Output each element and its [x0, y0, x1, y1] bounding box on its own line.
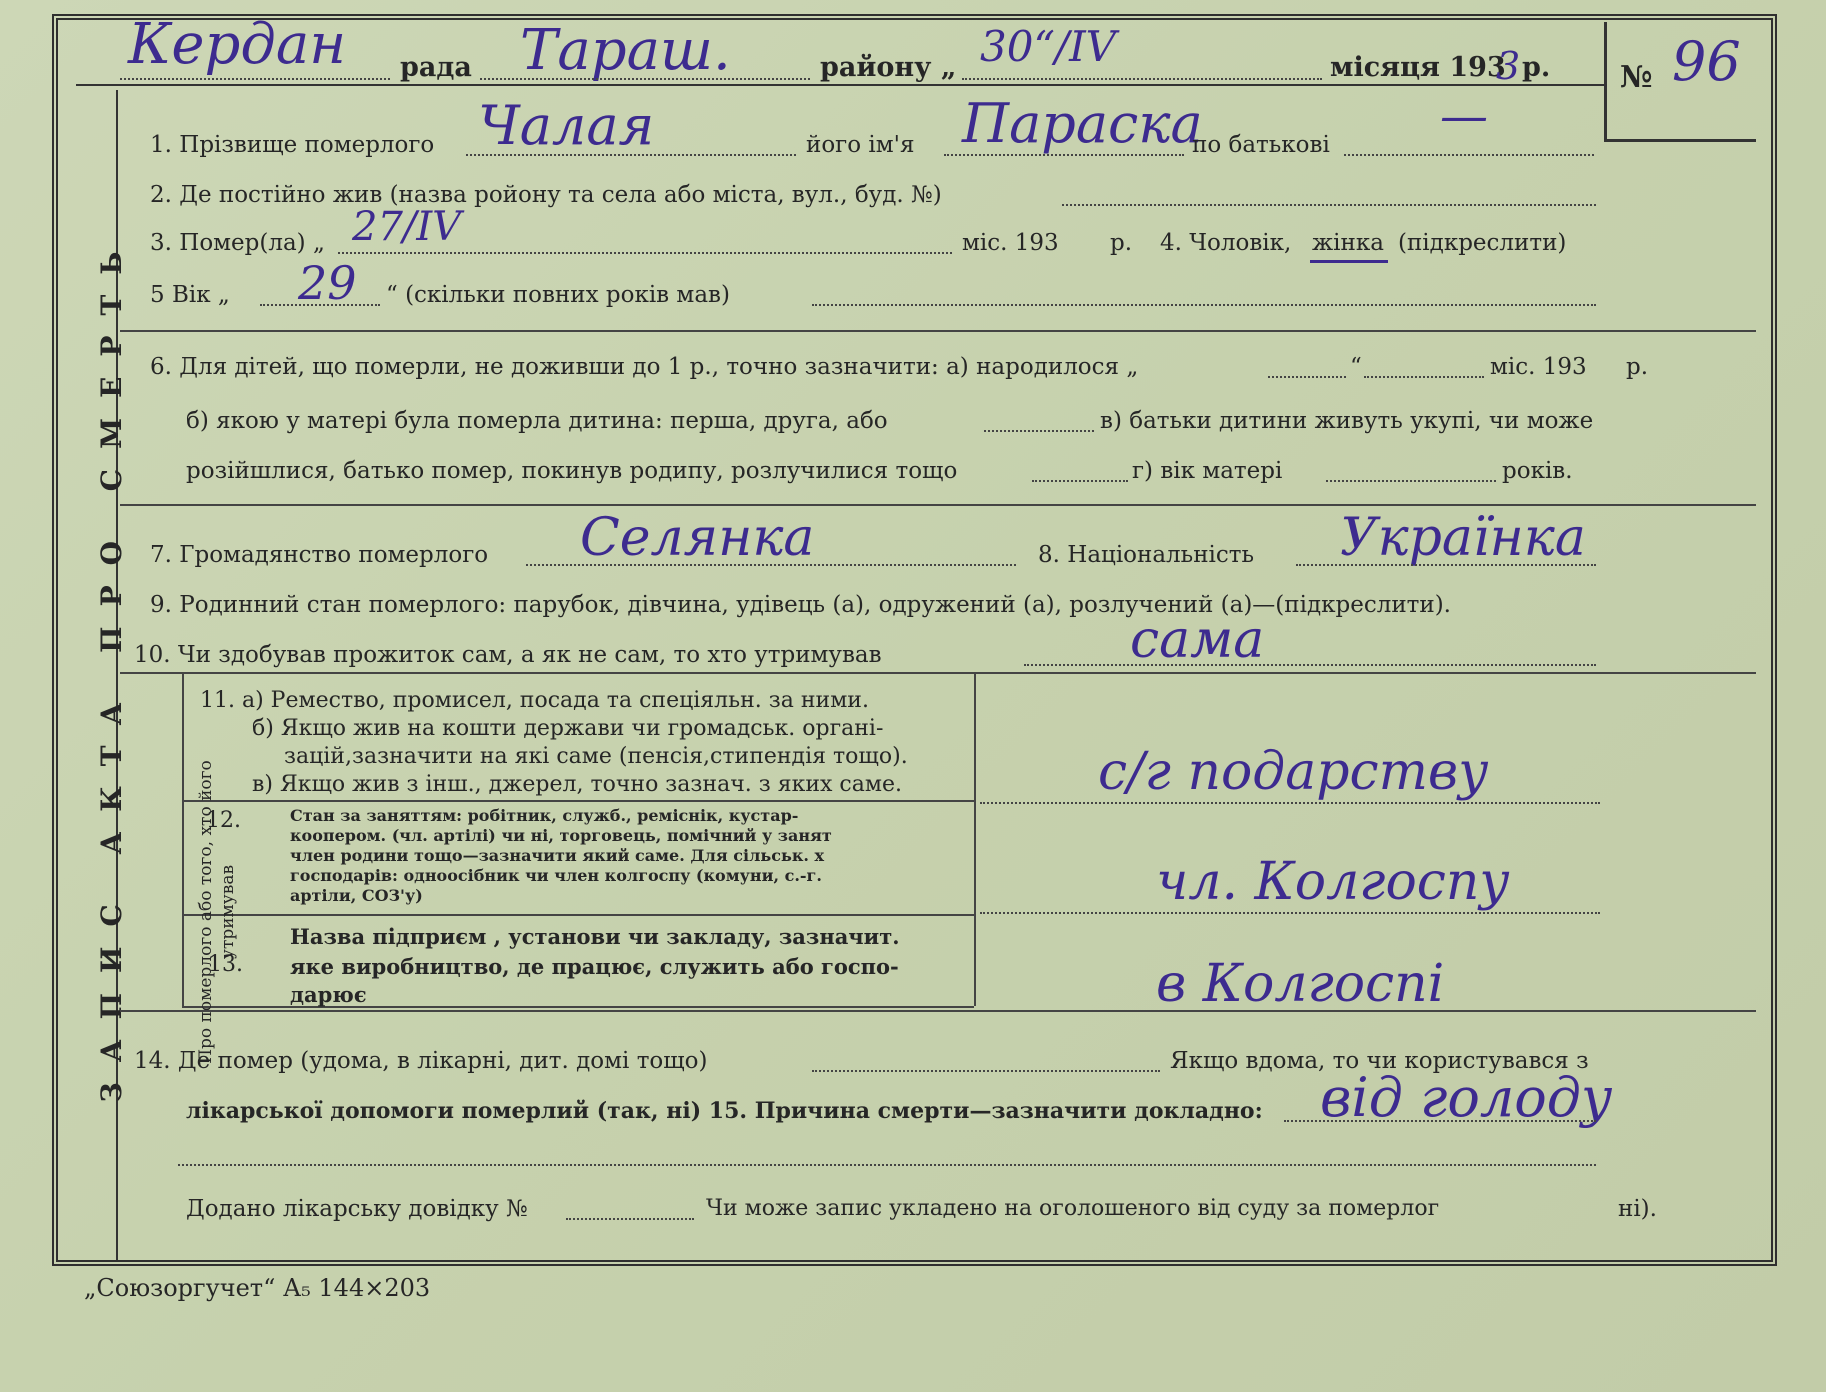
number-hw: 96 — [1672, 30, 1741, 93]
field-11a: 11. а) Ремество, промисел, посада та спеціяльн. за ними. — [200, 688, 869, 713]
f6-parents-line — [1032, 480, 1128, 482]
field-12-line3: член родини тощо—зазначити який саме. Для сільськ. х — [290, 846, 825, 865]
field-3-year: р. — [1110, 230, 1133, 256]
cause-line-1 — [1284, 1120, 1596, 1122]
rada-label: рада — [400, 52, 472, 83]
date-hw: 30“/IV — [980, 22, 1116, 71]
cause-hw: від голоду — [1320, 1066, 1613, 1129]
surname-line — [466, 154, 796, 156]
rule-after-5 — [120, 330, 1756, 332]
name-line — [944, 154, 1184, 156]
occupation-line-1 — [980, 802, 1600, 804]
date-line — [962, 78, 1322, 80]
field-6-line1-d: р. — [1626, 354, 1649, 380]
field-11b2: зацій,зазначити на які саме (пенсія,стипендія тощо). — [284, 744, 908, 769]
surname-hw: Чалая — [478, 94, 655, 157]
field-6-line1: 6. Для дітей, що померли, не доживши до 1 р., точно зазначити: а) народилося „ — [150, 354, 1139, 380]
field-13-line3: дарює — [290, 982, 367, 1007]
patronymic-label: по батькові — [1192, 132, 1330, 158]
field-4-label: 4. Чоловік, — [1160, 230, 1292, 256]
field-8-label: 8. Національність — [1038, 542, 1255, 568]
f6-order-line — [984, 430, 1094, 432]
field-6-line1-b: “ — [1350, 354, 1362, 380]
attach-label: Додано лікарську довідку № — [186, 1196, 528, 1222]
field-5-label: 5 Вік „ — [150, 282, 230, 308]
f6-birth-month-line — [1364, 376, 1484, 378]
block-right-divider — [974, 674, 976, 1006]
year-suffix: р. — [1522, 52, 1551, 83]
patronymic-hw: — — [1440, 88, 1488, 144]
field-15-line: лікарської допомоги померлий (так, ні) 15. Причина смерти—зазначити докладно: — [186, 1098, 1263, 1124]
rule-12-13 — [182, 914, 974, 916]
death-date-line — [338, 252, 952, 254]
field-6-line1-c: міс. 193 — [1490, 354, 1587, 380]
citizenship-hw: Селянка — [580, 508, 815, 568]
rada-line — [480, 78, 810, 80]
printer-footer: „Союзоргучет“ А₅ 144×203 — [84, 1274, 431, 1302]
age-line — [260, 304, 380, 306]
rule-11-12 — [182, 800, 974, 802]
support-line — [1024, 664, 1596, 666]
field-14-label: 14. Де помер (удома, в лікарні, дит. домі тощо) — [134, 1048, 708, 1074]
name-label: його ім'я — [806, 132, 915, 158]
month-label: місяця 193 — [1330, 52, 1506, 83]
rada-name-hw: Тараш. — [520, 18, 731, 83]
citizenship-line — [526, 564, 1016, 566]
name-hw: Параска — [962, 92, 1203, 155]
village-name-hw: Кердан — [128, 12, 347, 77]
occupation-hw-1: с/г подарству — [1098, 742, 1489, 802]
nationality-hw: Українка — [1340, 508, 1586, 568]
field-6-line2-b: в) батьки дитини живуть укупі, чи може — [1100, 408, 1594, 434]
field-12-num: 12. — [206, 808, 241, 833]
side-column — [52, 90, 128, 1260]
field-6-line3: розійшлися, батько помер, покинув родипу, розлучилися тощо — [186, 458, 958, 484]
age-tail-line — [812, 304, 1596, 306]
district-label: району „ — [820, 52, 957, 83]
field-6-line3-b: г) вік матері — [1132, 458, 1283, 484]
court-tail: ні). — [1618, 1196, 1657, 1222]
mother-age-line — [1326, 480, 1496, 482]
village-line — [120, 78, 390, 80]
death-place-line — [812, 1070, 1160, 1072]
nationality-line — [1296, 564, 1596, 566]
occupation-hw-3: в Колгоспі — [1156, 954, 1445, 1014]
cause-line-2 — [178, 1164, 1596, 1166]
field-10-label: 10. Чи здобував прожиток сам, а як не сам, то хто утримував — [134, 642, 882, 668]
field-12-line5: артіли, СОЗ'у) — [290, 886, 423, 905]
field-2-label: 2. Де постійно жив (назва ройону та села або міста, вул., буд. №) — [150, 182, 942, 208]
field-12-line2: коопером. (чл. артілі) чи ні, торговець, помічний у занят — [290, 826, 832, 845]
f6-birth-day-line — [1268, 376, 1346, 378]
field-4-female: жінка — [1312, 230, 1384, 256]
header-rule — [76, 84, 1606, 86]
field-11b1: б) Якщо жив на кошти держави чи громадськ. органі- — [252, 716, 884, 741]
patronymic-line — [1344, 154, 1594, 156]
field-7-label: 7. Громадянство померлого — [150, 542, 489, 568]
year-hw: 3 — [1496, 44, 1521, 88]
occupation-hw-2: чл. Колгоспу — [1156, 852, 1510, 912]
field-13-line1: Назва підприєм , установи чи закладу, зазначит. — [290, 924, 900, 949]
field-1-label: 1. Прізвище померлого — [150, 132, 435, 158]
rule-after-10 — [120, 672, 1756, 674]
court-label: Чи може запис укладено на оголошеного від суду за померлог — [706, 1196, 1440, 1221]
side-small-caption: Про померлого або того, хто його утримував — [196, 760, 238, 1064]
field-5-tail: “ (скільки повних років мав) — [386, 282, 730, 308]
block-left-divider — [182, 674, 184, 1006]
field-14-tail: Якщо вдома, то чи користувався з — [1170, 1048, 1589, 1074]
field-12-line4: господарів: одноосібник чи член колгоспу (комуни, с.-г. — [290, 866, 822, 885]
attach-number-line — [566, 1218, 694, 1220]
female-underline — [1310, 260, 1388, 263]
occupation-line-2 — [980, 912, 1600, 914]
rule-after-13 — [120, 1010, 1756, 1012]
field-12-line1: Стан за заняттям: робітник, служб., реміснік, кустар- — [290, 806, 799, 825]
field-3-mid: міс. 193 — [962, 230, 1059, 256]
number-label: № — [1620, 60, 1653, 95]
residence-line — [1062, 204, 1596, 206]
field-6-line2: б) якою у матері була померла дитина: перша, друга, або — [186, 408, 888, 434]
field-13-num: 13. — [208, 952, 243, 977]
rule-after-6 — [120, 504, 1756, 506]
field-11c: в) Якщо жив з інш., джерел, точно зазнач. з яких саме. — [252, 772, 902, 797]
field-4-tail: (підкреслити) — [1398, 230, 1567, 256]
death-date-hw: 27/IV — [352, 204, 462, 250]
side-title: ЗАПИС АКТА ПРО СМЕРТЬ — [95, 231, 128, 1103]
age-hw: 29 — [298, 256, 357, 310]
field-13-line2: яке виробництво, де працює, служить або госпо- — [290, 954, 899, 979]
field-6-line3-c: років. — [1502, 458, 1573, 484]
field-9-label: 9. Родинний стан померлого: парубок, дівчина, удівець (а), одружений (а), розлучений (а)—(підкреслити). — [150, 592, 1451, 618]
field-3-label: 3. Помер(ла) „ — [150, 230, 325, 256]
support-hw: сама — [1130, 610, 1265, 670]
